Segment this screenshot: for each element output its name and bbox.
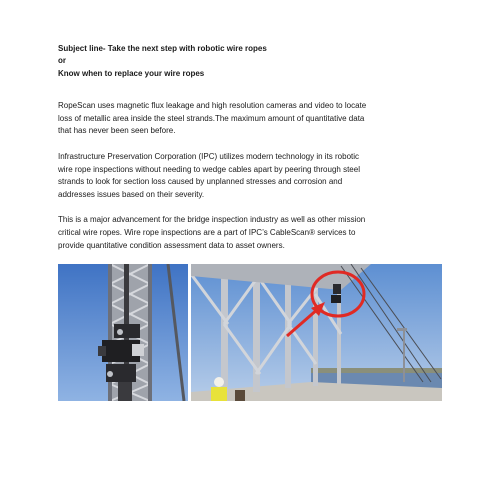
paragraph-ropescan [58, 100, 446, 138]
paragraph-line: that has never been seen before. [58, 126, 176, 136]
paragraph-line: addresses issues based on their severity. [58, 189, 205, 199]
paragraph-line: wire rope inspections without needing to wedge cables apart by peering through steel [58, 164, 360, 174]
subject-alternate: Know when to replace your wire ropes [58, 68, 205, 78]
subject-or: or [58, 56, 66, 66]
bridge-inspection-photo [191, 264, 442, 401]
photo-strip [58, 264, 442, 401]
paragraph-line: critical wire ropes. Wire rope inspections are a part of IPC’s CableScan® services to [58, 227, 356, 237]
document-body [58, 43, 446, 252]
subject-line: Subject line- Take the next step with robotic wire ropes [58, 44, 267, 53]
robot-on-cable-photo [58, 264, 188, 401]
paragraph-advancement [58, 214, 446, 252]
paragraph-line: Infrastructure Preservation Corporation (IPC) utilizes modern technology in its robotic [58, 152, 360, 161]
paragraph-line: strands to look for section loss caused by unplanned stresses and corrosion and [58, 177, 343, 187]
paragraph-line: RopeScan uses magnetic flux leakage and high resolution cameras and video to locate [58, 101, 367, 111]
paragraph-ipc [58, 151, 446, 201]
paragraph-line: loss of metallic area inside the steel strands.The maximum amount of quantitative data [58, 113, 365, 123]
paragraph-line: This is a major advancement for the bridge inspection industry as well as other mission [58, 215, 366, 225]
paragraph-line: provide quantitative condition assessment data to asset owners. [58, 240, 285, 250]
